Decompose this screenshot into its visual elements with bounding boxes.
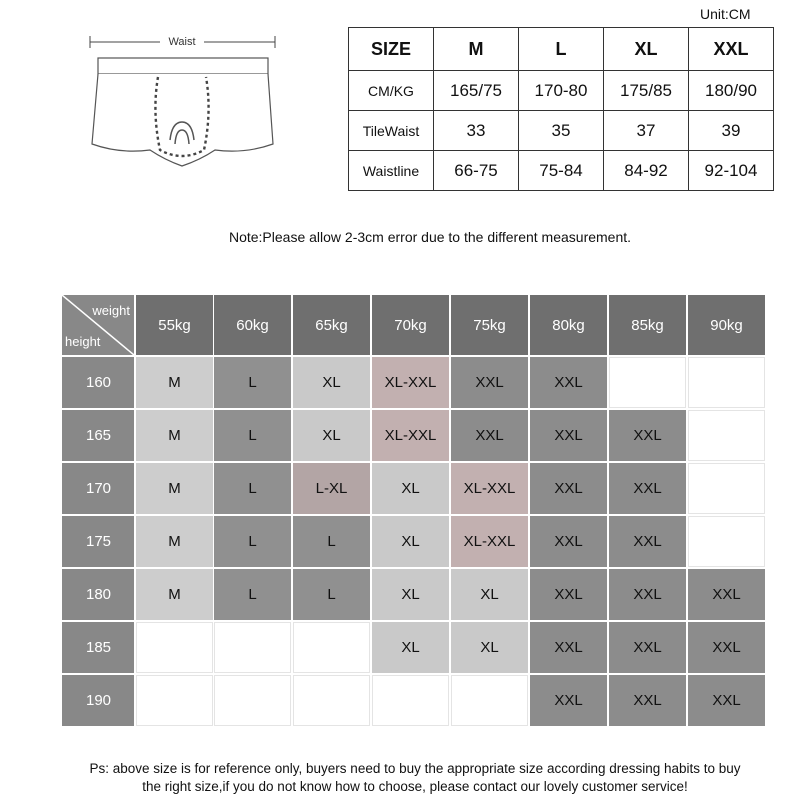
empty-cell <box>214 622 291 673</box>
spec-header-xxl: XXL <box>689 28 774 71</box>
weight-header-cell: 85kg <box>609 295 686 355</box>
size-cell: XXL <box>530 410 607 461</box>
size-cell: XL-XXL <box>372 357 449 408</box>
size-cell: XL <box>372 622 449 673</box>
spec-cell: 92-104 <box>689 151 774 191</box>
size-cell: XL <box>293 410 370 461</box>
spec-row-cmkg <box>349 71 774 111</box>
size-cell: L <box>214 569 291 620</box>
height-header-cell: 170 <box>62 463 134 514</box>
grid-corner <box>62 295 134 355</box>
spec-cell: 165/75 <box>434 71 519 111</box>
measurement-note: Note:Please allow 2-3cm error due to the different measurement. <box>228 229 632 245</box>
spec-cell: 84-92 <box>604 151 689 191</box>
height-header-cell: 180 <box>62 569 134 620</box>
size-cell: XXL <box>609 622 686 673</box>
empty-cell <box>293 675 370 726</box>
size-cell: XXL <box>688 622 765 673</box>
empty-cell <box>451 675 528 726</box>
footnote <box>0 760 800 796</box>
height-header-cell: 165 <box>62 410 134 461</box>
spec-header-row <box>349 28 774 71</box>
size-cell: L <box>293 569 370 620</box>
spec-row-label: CM/KG <box>349 71 434 111</box>
unit-label: Unit:CM <box>700 6 751 22</box>
size-cell: XL <box>293 357 370 408</box>
spec-cell: 180/90 <box>689 71 774 111</box>
size-cell: XXL <box>530 463 607 514</box>
empty-cell <box>688 516 765 567</box>
size-cell: XL <box>451 569 528 620</box>
size-cell: XL <box>372 516 449 567</box>
size-cell: XL <box>451 622 528 673</box>
size-cell: XXL <box>609 569 686 620</box>
size-cell: XXL <box>609 675 686 726</box>
size-cell: L <box>214 516 291 567</box>
size-cell: XXL <box>451 410 528 461</box>
empty-cell <box>372 675 449 726</box>
weight-header-cell: 90kg <box>688 295 765 355</box>
size-cell: XXL <box>530 516 607 567</box>
size-cell: XXL <box>609 410 686 461</box>
spec-cell: 66-75 <box>434 151 519 191</box>
spec-header-l: L <box>519 28 604 71</box>
spec-row-waistline <box>349 151 774 191</box>
size-cell: XXL <box>530 569 607 620</box>
spec-cell: 75-84 <box>519 151 604 191</box>
height-header-cell: 185 <box>62 622 134 673</box>
height-header-cell: 175 <box>62 516 134 567</box>
empty-cell <box>214 675 291 726</box>
empty-cell <box>136 675 213 726</box>
corner-weight-label: weight <box>92 303 130 318</box>
size-cell: L <box>293 516 370 567</box>
size-spec-table <box>348 27 774 191</box>
size-cell: M <box>136 463 213 514</box>
size-cell: XXL <box>530 622 607 673</box>
corner-height-label: height <box>65 334 101 349</box>
size-cell: M <box>136 410 213 461</box>
size-cell: XL-XXL <box>451 516 528 567</box>
empty-cell <box>609 357 686 408</box>
size-cell: XL-XXL <box>451 463 528 514</box>
size-cell: XL <box>372 569 449 620</box>
size-cell: L <box>214 357 291 408</box>
spec-header-m: M <box>434 28 519 71</box>
empty-cell <box>293 622 370 673</box>
spec-cell: 39 <box>689 111 774 151</box>
empty-cell <box>688 463 765 514</box>
size-cell: XXL <box>688 569 765 620</box>
empty-cell <box>136 622 213 673</box>
size-cell: XL-XXL <box>372 410 449 461</box>
weight-header-cell: 80kg <box>530 295 607 355</box>
waist-label: Waist <box>168 36 196 48</box>
spec-row-label: TileWaist <box>349 111 434 151</box>
size-cell: XL <box>372 463 449 514</box>
size-cell: XXL <box>530 357 607 408</box>
spec-row-tilewaist <box>349 111 774 151</box>
size-cell: L <box>214 410 291 461</box>
spec-header-xl: XL <box>604 28 689 71</box>
weight-header-cell: 70kg <box>372 295 449 355</box>
spec-cell: 33 <box>434 111 519 151</box>
spec-cell: 175/85 <box>604 71 689 111</box>
spec-cell: 37 <box>604 111 689 151</box>
height-header-cell: 190 <box>62 675 134 726</box>
size-cell: M <box>136 569 213 620</box>
size-cell: L <box>214 463 291 514</box>
weight-header-cell: 60kg <box>214 295 291 355</box>
spec-cell: 35 <box>519 111 604 151</box>
underwear-illustration <box>80 32 285 182</box>
height-header-cell: 160 <box>62 357 134 408</box>
size-cell: L-XL <box>293 463 370 514</box>
footnote-line-2: the right size,if you do not know how to choose, please contact our lovely customer service! <box>142 779 688 794</box>
weight-header-cell: 55kg <box>136 295 213 355</box>
size-cell: M <box>136 516 213 567</box>
size-cell: M <box>136 357 213 408</box>
empty-cell <box>688 410 765 461</box>
size-cell: XXL <box>609 516 686 567</box>
footnote-line-1: Ps: above size is for reference only, buyers need to buy the appropriate size according dressing habits to buy <box>89 761 741 776</box>
spec-cell: 170-80 <box>519 71 604 111</box>
weight-header-cell: 75kg <box>451 295 528 355</box>
size-cell: XXL <box>688 675 765 726</box>
spec-row-label: Waistline <box>349 151 434 191</box>
weight-header-cell: 65kg <box>293 295 370 355</box>
empty-cell <box>688 357 765 408</box>
size-cell: XXL <box>609 463 686 514</box>
spec-header-size: SIZE <box>349 28 434 71</box>
size-cell: XXL <box>530 675 607 726</box>
size-recommendation-grid <box>62 295 766 729</box>
size-cell: XXL <box>451 357 528 408</box>
